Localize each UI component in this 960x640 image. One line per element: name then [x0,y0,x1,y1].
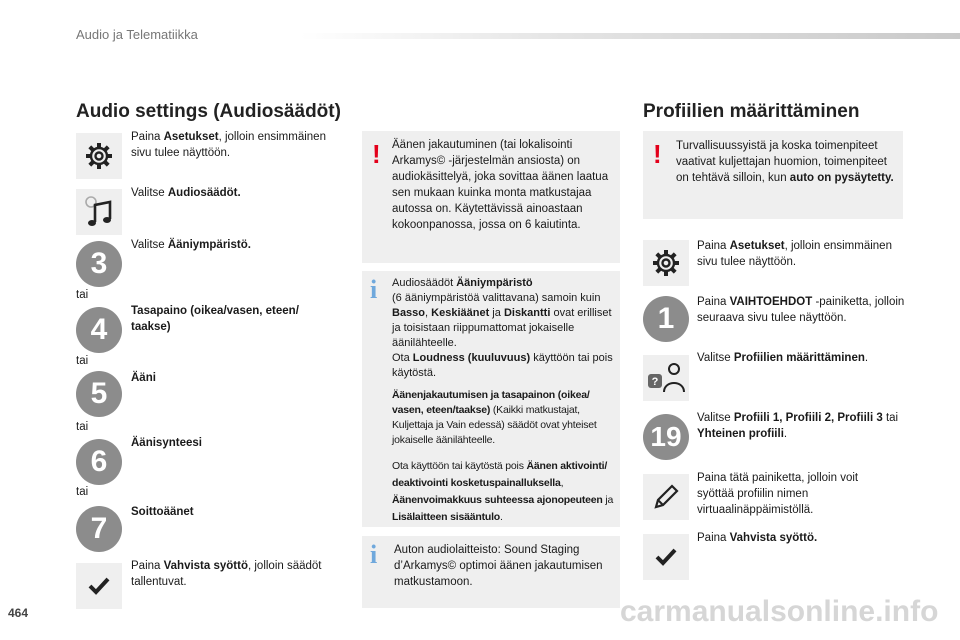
step-text: Valitse Audiosäädöt. [131,187,241,199]
step-text: Paina Asetukset, jolloin ensimmäinen sivu tulee näyttöön. [131,131,326,159]
settings-button[interactable] [643,240,689,286]
step-text: Valitse Profiilien määrittäminen. [697,352,869,364]
info-text: Audiosäädöt Ääniympäristö (6 ääniympäristöä valittavana) samoin kuin Basso, Keskiäänet ja Diskantti ovat erilliset ja toisistaan riippumattomat jokaiselle äänilähteelle. Ota Loudness (kuuluvuus) käyttöön tai pois käytöstä. [392,277,613,379]
gear-icon [650,247,682,279]
step-text: Valitse Profiili 1, Profiili 2, Profiili 3 tai Yhteinen profiili. [697,412,899,440]
pencil-icon [650,481,682,513]
step-text: Soittoäänet [131,506,194,518]
step-text: Paina VAIHTOEHDOT -painiketta, jolloin seuraava sivu tulee näyttöön. [697,296,905,324]
info-panel [362,271,620,527]
info-panel [362,536,620,608]
profile-icon [646,358,686,398]
step-badge: 19 [643,414,689,460]
step-text: Paina Vahvista syöttö. [697,532,818,544]
step-text: Ääni [131,372,156,384]
confirm-button[interactable] [76,563,122,609]
svg-text:?: ? [651,376,659,388]
confirm-button[interactable] [643,534,689,580]
warning-text: Äänen jakautuminen (tai lokalisointi Arkamys© -järjestelmän ansiosta) on audiokäsittelyä, joka sovittaa äänen laatua sen mukaan kuinka monta matkustajaa autossa on. Käytettävissä ainoastaan kokoonpanossa, jossa on 6 kaiutinta. [392,139,609,231]
step-text: Äänisynteesi [131,437,202,449]
step-text: Paina tätä painiketta, jolloin voit syöttää profiilin nimen virtuaalinäppäimistöllä. [697,472,859,516]
step-badge: 5 [76,371,122,417]
or-label: tai [76,289,89,301]
audio-settings-button[interactable] [76,189,122,235]
music-note-icon [79,192,119,232]
or-label: tai [76,355,89,367]
step-badge: 7 [76,506,122,552]
warning-panel [643,131,903,219]
step-badge: 3 [76,241,122,287]
checkmark-icon [654,545,678,569]
info-icon: i [370,540,378,569]
info-note-activation: Ota käyttöön tai käytöstä pois Äänen aktivointi/ deaktivointi kosketuspainalluksella, Äänenvoimakkuus suhteessa ajonopeuteen ja Lisälaitteen sisääntulo. [392,460,614,523]
info-note-balance: Äänenjakautumisen ja tasapainon (oikea/ vasen, eteen/taakse) (Kaikki matkustajat, Kuljettaja ja Vain edessä) säädöt ovat yhteiset jokaiselle äänilähteelle. [392,389,597,446]
info-text: Auton audiolaitteisto: Sound Staging d’Arkamys© optimoi äänen jakautumisen matkustamoon. [394,544,603,588]
step-text: Paina Vahvista syöttö, jolloin säädöt tallentuvat. [131,560,322,588]
step-badge: 1 [643,296,689,342]
or-label: tai [76,421,89,433]
step-text: Paina Asetukset, jolloin ensimmäinen sivu tulee näyttöön. [697,240,892,268]
watermark: carmanualsonline.info [620,595,939,628]
settings-button[interactable] [76,133,122,179]
page-number: 464 [8,606,29,620]
warning-icon: ! [653,139,662,169]
step-badge: 6 [76,439,122,485]
warning-text: Turvallisuussyistä ja koska toimenpiteet vaativat kuljettajan huomion, toimenpiteet on tehtävä silloin, kun auto on pysäytetty. [676,140,894,184]
step-text: Tasapaino (oikea/vasen, eteen/ taakse) [131,305,299,333]
edit-name-button[interactable] [643,474,689,520]
info-icon: i [370,275,378,304]
header-title: Audio ja Telematiikka [76,27,198,42]
or-label: tai [76,486,89,498]
audio-settings-title: Audio settings (Audiosäädöt) [76,101,341,122]
step-text: Valitse Ääniympäristö. [131,239,251,251]
gear-icon [83,140,115,172]
profiles-title: Profiilien määrittäminen [643,101,860,122]
header-divider [300,33,960,39]
step-badge: 4 [76,307,122,353]
warning-panel [362,131,620,263]
checkmark-icon [87,574,111,598]
warning-icon: ! [372,139,381,169]
profiles-button[interactable] [643,355,689,401]
